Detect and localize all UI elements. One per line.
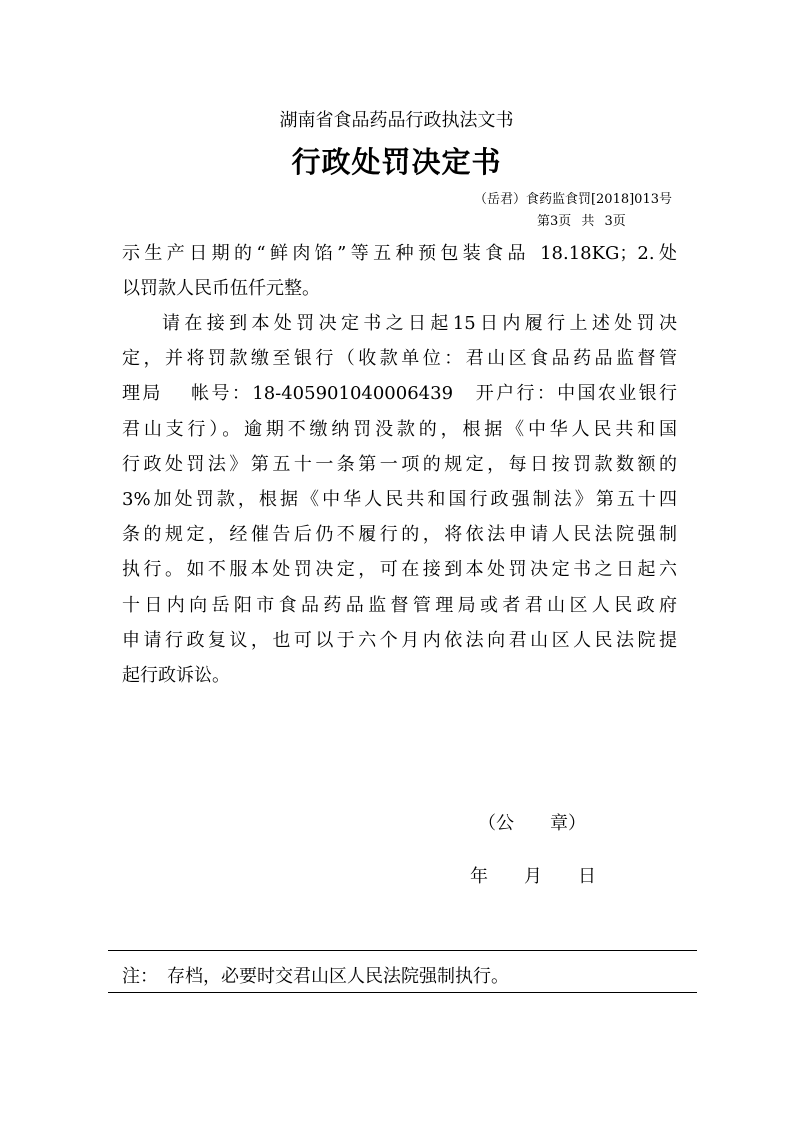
body-line: 理局 帐号：18-405901040006439 开户行：中国农业银行 [122, 383, 677, 405]
date-placeholder: 年 月 日 [470, 866, 596, 887]
body-paragraph-1 [122, 236, 677, 306]
body-line: 示生产日期的“鲜肉馅”等五种预包装食品 18.18KG；2.处 [122, 243, 677, 264]
agency-title: 湖南省食品药品行政执法文书 [279, 110, 514, 131]
body-line: 申请行政复议，也可以于六个月内依法向君山区人民法院提 [122, 629, 677, 651]
body-paragraph-2 [122, 306, 677, 693]
body-line: 君山支行）。逾期不缴纳罚没款的，根据《中华人民共和国 [122, 418, 677, 440]
page-info: 第3页 共 3页 [537, 214, 626, 229]
divider-bottom [108, 992, 697, 993]
body-line: 十日内向岳阳市食品药品监督管理局或者君山区人民政府 [122, 594, 677, 616]
body-line: 行政处罚法》第五十一条第一项的规定，每日按罚款数额的 [122, 453, 677, 475]
document-title: 行政处罚决定书 [291, 145, 502, 179]
body-line: 定，并将罚款缴至银行（收款单位：君山区食品药品监督管 [122, 348, 677, 370]
body-line: 起行政诉讼。 [122, 665, 230, 687]
divider-top [108, 950, 697, 951]
body-line: 以罚款人民币伍仟元整。 [122, 278, 320, 300]
body-line: 执行。如不服本处罚决定，可在接到本处罚决定书之日起六 [122, 559, 677, 581]
footer-note: 注： 存档，必要时交君山区人民法院强制执行。 [122, 966, 509, 987]
official-seal-placeholder: （公 章） [478, 813, 586, 834]
body-line: 请在接到本处罚决定书之日起15日内履行上述处罚决 [162, 313, 677, 334]
body-line: 3%加处罚款，根据《中华人民共和国行政强制法》第五十四 [122, 489, 677, 511]
body-line: 条的规定，经催告后仍不履行的，将依法申请人民法院强制 [122, 524, 677, 546]
document-number: （岳君）食药监食罚[2018]013号 [473, 192, 672, 207]
